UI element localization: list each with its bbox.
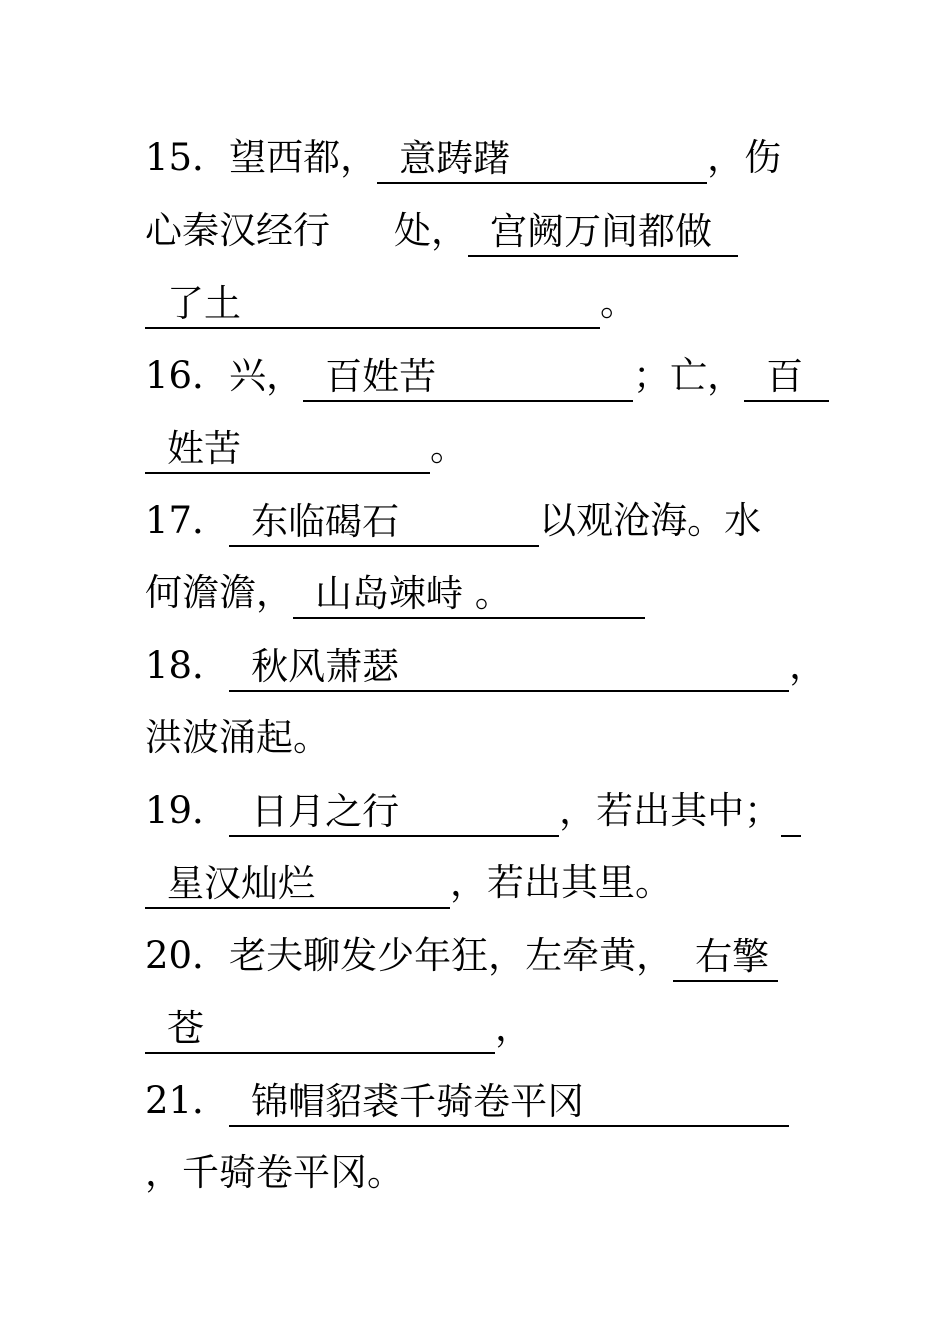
text-line xyxy=(145,195,810,268)
static-text: 洪波涌起。 xyxy=(145,716,330,759)
answer-blank xyxy=(145,859,450,909)
static-text: 处， xyxy=(394,208,468,252)
static-text: ，伤 xyxy=(707,136,782,179)
answer-blank xyxy=(145,279,600,329)
text-line xyxy=(145,847,810,920)
static-text: 18． xyxy=(145,643,230,687)
text-line xyxy=(145,267,810,340)
static-text: 。 xyxy=(430,426,467,469)
answer-blank xyxy=(293,569,645,619)
answer-text: 星汉灿烂 xyxy=(167,862,315,905)
static-text: ， xyxy=(789,643,827,687)
answer-text: 右擎 xyxy=(695,934,770,978)
answer-text: 东临碣石 xyxy=(251,499,400,543)
text-line xyxy=(145,557,810,630)
answer-text: 宫阙万间都做 xyxy=(490,209,712,253)
answer-text: 意踌躇 xyxy=(399,137,511,180)
static-text: 19． xyxy=(145,788,230,832)
static-text: ， xyxy=(495,1006,532,1049)
static-text: ，千骑卷平冈。 xyxy=(145,1151,404,1194)
answer-blank xyxy=(229,497,539,547)
answer-blank xyxy=(145,424,430,474)
answer-blank xyxy=(781,787,801,837)
static-text: 20．老夫聊发少年狂，左牵黄， xyxy=(145,933,674,977)
answer-blank xyxy=(303,352,633,402)
text-line xyxy=(145,992,810,1065)
text-line xyxy=(145,702,810,775)
static-text: 以观沧海。水 xyxy=(539,498,762,542)
answer-text: 了土 xyxy=(167,282,241,325)
static-text: ，若出其里。 xyxy=(450,861,672,904)
text-line xyxy=(145,1065,810,1138)
text-line xyxy=(145,775,810,848)
text-line xyxy=(145,1137,810,1210)
text-line xyxy=(145,340,810,413)
answer-blank xyxy=(229,787,559,837)
text-line xyxy=(145,122,810,195)
static-text: 21． xyxy=(145,1078,230,1122)
text-line xyxy=(145,630,827,703)
text-line xyxy=(145,920,810,993)
answer-blank xyxy=(229,1077,789,1127)
answer-text: 姓苦 xyxy=(167,427,241,470)
answer-text: 山岛竦峙 。 xyxy=(315,572,512,615)
answer-blank xyxy=(377,134,707,184)
text-line xyxy=(145,485,810,558)
static-text: 17． xyxy=(145,498,230,542)
static-text: 15．望西都， xyxy=(145,136,378,179)
answer-text: 秋风萧瑟 xyxy=(251,644,400,688)
static-text: 心秦汉经行 xyxy=(145,208,330,252)
static-text: 。 xyxy=(600,281,637,324)
answer-blank xyxy=(468,207,738,257)
static-text: ；亡， xyxy=(633,353,745,397)
answer-text: 锦帽貂裘千骑卷平冈 xyxy=(251,1079,585,1123)
answer-blank xyxy=(744,352,829,402)
answer-blank xyxy=(229,642,789,692)
static-text: ，若出其中； xyxy=(559,788,782,832)
answer-blank xyxy=(145,1004,495,1054)
static-text: 何澹澹， xyxy=(145,571,293,614)
answer-text: 百 xyxy=(766,354,804,398)
document-page xyxy=(145,122,827,1210)
answer-text: 苍 xyxy=(167,1007,204,1050)
static-text: 16．兴， xyxy=(145,353,304,397)
text-line xyxy=(145,412,810,485)
answer-text: 百姓苦 xyxy=(325,354,437,398)
answer-text: 日月之行 xyxy=(251,789,400,833)
answer-blank xyxy=(673,932,778,982)
